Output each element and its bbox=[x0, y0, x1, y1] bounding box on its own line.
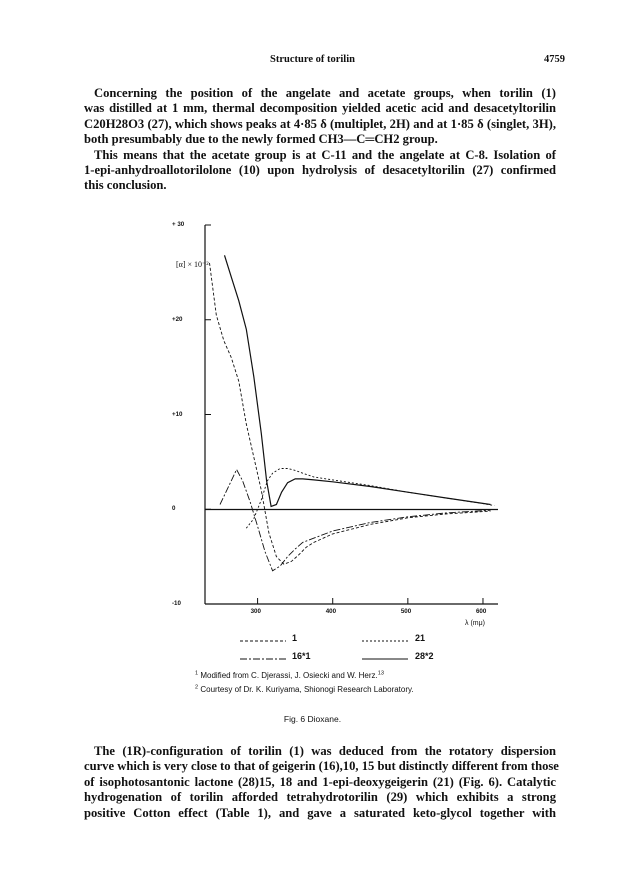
legend-lines bbox=[240, 641, 408, 659]
text-line: 1-epi-anhydroallotorilolone (10) upon hydrolysis of desacetyltorilin (27) confirmed bbox=[84, 163, 556, 178]
text-line: hydrogenation of torilin afforded tetrahydrotorilin (29) which exhibits a strong bbox=[84, 790, 556, 805]
y-tick-label: +20 bbox=[172, 315, 183, 323]
text-line: positive Cotton effect (Table 1), and gave a saturated keto-glycol together with bbox=[84, 805, 556, 820]
legend-label: 28*2 bbox=[415, 651, 434, 661]
page-number: 4759 bbox=[544, 54, 565, 65]
y-tick-label: + 30 bbox=[172, 221, 185, 228]
footnote-1: $^1$ Modified from C. Djerassi, J. Osiecki and W. Herz.$^{13}$ bbox=[195, 670, 384, 680]
y-axis-label: [α] × 10⁻² bbox=[176, 260, 209, 269]
legend-label: 16*1 bbox=[292, 651, 311, 661]
footnote-2-text: Courtesy of Dr. K. Kuriyama, Shionogi Research Laboratory. bbox=[200, 685, 414, 694]
x-axis-label: λ (mμ) bbox=[465, 620, 485, 627]
x-tick-label: 500 bbox=[400, 608, 412, 615]
footnote-2: $^2$ Courtesy of Dr. K. Kuriyama, Shionogi Research Laboratory. bbox=[195, 684, 414, 694]
text-line: this conclusion. bbox=[84, 178, 167, 193]
body-text-bottom bbox=[84, 744, 559, 821]
x-tick-label: 400 bbox=[325, 608, 337, 615]
series-group bbox=[210, 255, 495, 571]
running-title: Structure of torilin bbox=[270, 54, 355, 65]
footnote-1-ref: 13 bbox=[377, 670, 384, 677]
text-line: This means that the acetate group is at C-11 and the angelate at C-8. Isolation of bbox=[94, 147, 556, 162]
text-line: was distilled at 1 mm, thermal decomposition yielded acetic acid and desacetyltorilin bbox=[84, 101, 556, 116]
text-line: curve which is very close to that of geigerin (16),10, 15 but distinctly different from those bbox=[84, 759, 559, 774]
legend-label: 21 bbox=[415, 633, 426, 643]
text-line: The (1R)-configuration of torilin (1) was deduced from the rotatory dispersion bbox=[94, 744, 556, 758]
text-line: of isophotosantonic lactone (28)15, 18 and 1-epi-deoxygeigerin (21) (Fig. 6). Catalytic bbox=[84, 774, 556, 789]
series-line-28 bbox=[225, 255, 491, 506]
x-tick-label: 600 bbox=[475, 608, 487, 615]
legend-label: 1 bbox=[292, 633, 298, 643]
series-line-1 bbox=[210, 263, 491, 564]
footnote-1-text: Modified from C. Djerassi, J. Osiecki and W. Herz. bbox=[200, 671, 378, 680]
text-line: Concerning the position of the angelate and acetate groups, when torilin (1) bbox=[94, 86, 556, 100]
y-tick-label: +10 bbox=[172, 410, 183, 418]
series-line-16 bbox=[220, 470, 491, 571]
y-tick-label: -10 bbox=[172, 600, 181, 607]
series-line-21 bbox=[246, 469, 494, 529]
y-tick-label: 0 bbox=[172, 505, 176, 513]
x-tick-label: 300 bbox=[250, 608, 261, 615]
axis-ticks bbox=[205, 225, 483, 604]
figure-caption: Fig. 6 Dioxane. bbox=[283, 714, 342, 724]
body-text-top bbox=[84, 86, 556, 194]
text-line: both presumbably due to the newly formed CH3—C═CH2 group. bbox=[84, 132, 438, 147]
text-line: C20H28O3 (27), which shows peaks at 4·85 δ (multiplet, 2H) and at 1·85 δ (singlet, 3H), bbox=[84, 116, 556, 131]
